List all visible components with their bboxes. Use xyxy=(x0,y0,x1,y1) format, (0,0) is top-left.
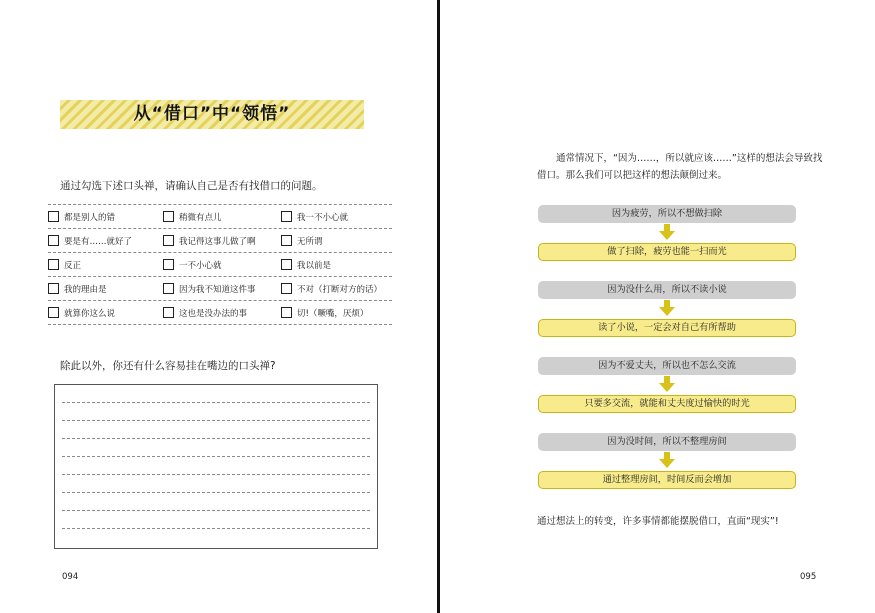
checklist-instruction: 通过勾选下述口头禅，请确认自己是否有找借口的问题。 xyxy=(60,180,323,192)
checklist-item[interactable] xyxy=(48,283,163,295)
checkbox-icon[interactable] xyxy=(163,259,174,270)
excuse-thought: 因为疲劳，所以不想做扫除 xyxy=(538,205,796,223)
writing-line xyxy=(62,510,370,511)
checkbox-icon[interactable] xyxy=(48,211,59,222)
page-title: 从“借口”中“领悟” xyxy=(133,104,291,124)
checkbox-icon[interactable] xyxy=(48,235,59,246)
checklist-item[interactable] xyxy=(163,259,281,271)
writing-line xyxy=(62,420,370,421)
checklist-item[interactable] xyxy=(48,211,163,223)
checklist-item-label: 这也是没办法的事 xyxy=(179,308,248,319)
checkbox-icon[interactable] xyxy=(48,259,59,270)
writing-line xyxy=(62,438,370,439)
checklist-item-label: 无所谓 xyxy=(297,236,323,247)
checklist-item-label: 都是别人的错 xyxy=(64,212,116,223)
checklist-item-label: 我以前是 xyxy=(297,260,332,271)
checkbox-icon[interactable] xyxy=(281,211,292,222)
writing-line xyxy=(62,492,370,493)
checklist-item-label: 稍微有点儿 xyxy=(179,212,222,223)
checkbox-icon[interactable] xyxy=(281,259,292,270)
down-arrow-icon xyxy=(658,452,676,469)
checklist-item-label: 我记得这事儿做了啊 xyxy=(179,236,256,247)
checkbox-icon[interactable] xyxy=(48,283,59,294)
checklist-item[interactable] xyxy=(281,307,392,319)
checkbox-icon[interactable] xyxy=(163,211,174,222)
title-banner xyxy=(60,100,364,129)
reversed-thought: 通过整理房间，时间反而会增加 xyxy=(538,471,796,489)
checklist-item[interactable] xyxy=(163,283,281,295)
checklist-item-label: 不对（打断对方的话） xyxy=(297,284,383,295)
checklist-item[interactable] xyxy=(48,235,163,247)
checklist-item[interactable] xyxy=(48,259,163,271)
excuse-thought: 因为没什么用，所以不读小说 xyxy=(538,281,796,299)
writing-line xyxy=(62,474,370,475)
answer-writing-box[interactable] xyxy=(54,384,378,549)
checklist-item[interactable] xyxy=(48,307,163,319)
checklist-item-label: 一不小心就 xyxy=(179,260,222,271)
down-arrow-icon xyxy=(658,224,676,241)
checklist-item[interactable] xyxy=(281,259,392,271)
checklist-item[interactable] xyxy=(163,211,281,223)
checkbox-icon[interactable] xyxy=(163,283,174,294)
writing-line xyxy=(62,402,370,403)
reversed-thought: 做了扫除，疲劳也能一扫而光 xyxy=(538,243,796,261)
checklist-row xyxy=(48,204,392,229)
checklist-item[interactable] xyxy=(281,283,392,295)
extra-question: 除此以外，你还有什么容易挂在嘴边的口头禅? xyxy=(60,360,276,372)
intro-paragraph: 通常情况下，“因为……，所以就应该……”这样的想法会导致找借口。那么我们可以把这样的想法颠倒过来。 xyxy=(537,153,823,181)
excuse-thought: 因为没时间，所以不整理房间 xyxy=(538,433,796,451)
checklist-item[interactable] xyxy=(163,307,281,319)
checklist-item-label: 切!（噘嘴，厌烦） xyxy=(297,308,369,319)
writing-line xyxy=(62,456,370,457)
checklist-item[interactable] xyxy=(281,235,392,247)
down-arrow-icon xyxy=(658,300,676,317)
checklist-item[interactable] xyxy=(281,211,392,223)
conclusion: 通过想法上的转变，许多事情都能摆脱借口，直面“现实”! xyxy=(537,516,779,527)
checkbox-icon[interactable] xyxy=(281,283,292,294)
checklist-item-label: 因为我不知道这件事 xyxy=(179,284,256,295)
checklist-row xyxy=(48,301,392,325)
page-number: 094 xyxy=(62,572,79,582)
checkbox-icon[interactable] xyxy=(281,235,292,246)
reversed-thought: 只要多交流，就能和丈夫度过愉快的时光 xyxy=(538,395,796,413)
checkbox-icon[interactable] xyxy=(163,307,174,318)
checklist-grid xyxy=(48,204,392,325)
excuse-thought: 因为不爱丈夫，所以也不怎么交流 xyxy=(538,357,796,375)
checklist-item-label: 要是有……就好了 xyxy=(64,236,133,247)
right-page xyxy=(440,0,875,613)
checkbox-icon[interactable] xyxy=(163,235,174,246)
page-number: 095 xyxy=(800,572,817,582)
checklist-item-label: 我一不小心就 xyxy=(297,212,349,223)
checklist-item-label: 我的理由是 xyxy=(64,284,107,295)
checklist-row xyxy=(48,277,392,301)
checklist-item-label: 反正 xyxy=(64,260,82,271)
checklist-row xyxy=(48,253,392,277)
reversed-thought: 读了小说，一定会对自己有所帮助 xyxy=(538,319,796,337)
checklist-row xyxy=(48,229,392,253)
down-arrow-icon xyxy=(658,376,676,393)
checkbox-icon[interactable] xyxy=(48,307,59,318)
checkbox-icon[interactable] xyxy=(281,307,292,318)
writing-line xyxy=(62,528,370,529)
checklist-item-label: 就算你这么说 xyxy=(64,308,116,319)
checklist-item[interactable] xyxy=(163,235,281,247)
